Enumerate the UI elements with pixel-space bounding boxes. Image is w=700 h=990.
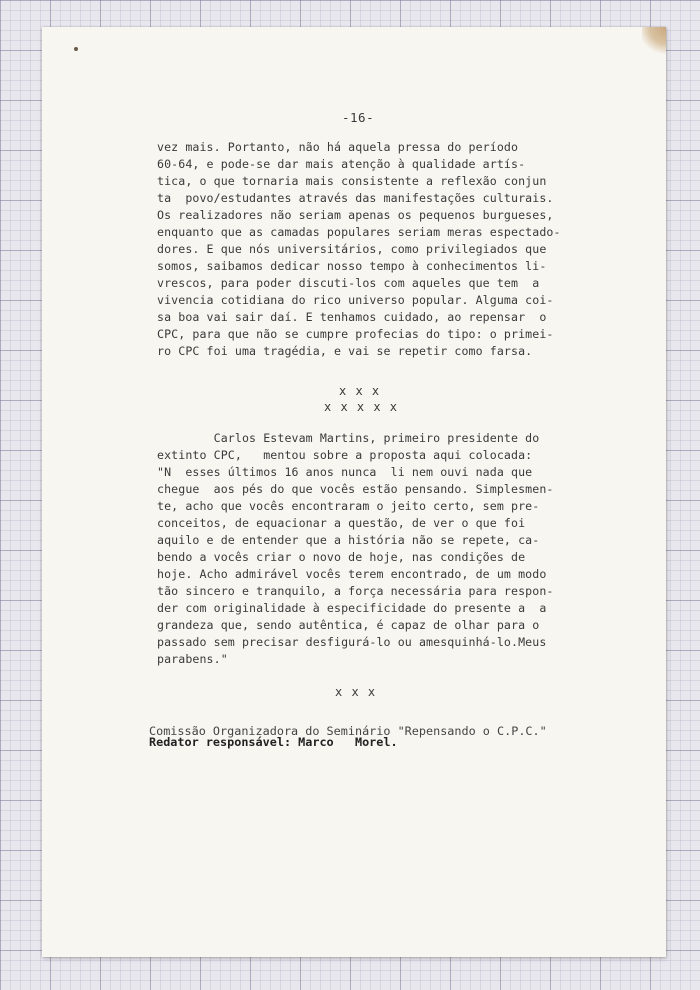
corner-stain bbox=[642, 27, 666, 55]
text-line: chegue aos pés do que vocês estão pensando. Simplesmen- bbox=[157, 482, 554, 496]
text-line: hoje. Acho admirável vocês terem encontrado, de um modo bbox=[157, 567, 547, 581]
text-line: CPC, para que não se cumpre profecias do tipo: o primei- bbox=[157, 327, 554, 341]
text-line: extinto CPC, mentou sobre a proposta aqui colocada: bbox=[157, 448, 533, 462]
text-line: sa boa vai sair daí. E tenhamos cuidado, ao repensar o bbox=[157, 310, 547, 324]
text-line: parabens." bbox=[157, 652, 228, 666]
text-line: ta povo/estudantes através das manifestações culturais. bbox=[157, 191, 554, 205]
page-number: -16- bbox=[342, 110, 375, 125]
text-line: somos, saibamos dedicar nosso tempo à conhecimentos li- bbox=[157, 259, 547, 273]
document-page bbox=[42, 27, 666, 957]
text-line: grandeza que, sendo autêntica, é capaz de olhar para o bbox=[157, 618, 540, 632]
text-line: ro CPC foi uma tragédia, e vai se repetir como farsa. bbox=[157, 344, 533, 358]
text-line: vivencia cotidiana do rico universo popular. Alguma coi- bbox=[157, 293, 554, 307]
ink-dot bbox=[74, 47, 78, 51]
text-line: te, acho que vocês encontraram o jeito certo, sem pre- bbox=[157, 499, 540, 513]
organizing-committee-line: Comissão Organizadora do Seminário "Repensando o C.P.C." bbox=[149, 724, 547, 738]
text-line: vrescos, para poder discuti-los com aqueles que tem a bbox=[157, 276, 540, 290]
text-line: aquilo e de entender que a história não se repete, ca- bbox=[157, 533, 540, 547]
text-line: Os realizadores não seriam apenas os pequenos burgueses, bbox=[157, 208, 554, 222]
editor-line: Redator responsável: Marco Morel. bbox=[149, 735, 398, 749]
text-line: tão sincero e tranquilo, a força necessária para respon- bbox=[157, 584, 554, 598]
text-line: der com originalidade à especificidade do presente a a bbox=[157, 601, 547, 615]
separator: x x x bbox=[339, 384, 381, 398]
text-line: dores. E que nós universitários, como privilegiados que bbox=[157, 242, 547, 256]
text-line: enquanto que as camadas populares seriam meras espectado- bbox=[157, 225, 561, 239]
separator: x x x bbox=[335, 685, 377, 699]
separator: x x x x x bbox=[324, 400, 399, 414]
text-line: Carlos Estevam Martins, primeiro presidente do bbox=[157, 431, 540, 445]
text-line: 60-64, e pode-se dar mais atenção à qualidade artís- bbox=[157, 157, 526, 171]
text-line: bendo a vocês criar o novo de hoje, nas condições de bbox=[157, 550, 526, 564]
text-line: "N esses últimos 16 anos nunca li nem ouvi nada que bbox=[157, 465, 533, 479]
text-line: vez mais. Portanto, não há aquela pressa do período bbox=[157, 140, 519, 154]
text-line: passado sem precisar desfigurá-lo ou amesquinhá-lo.Meus bbox=[157, 635, 547, 649]
text-line: conceitos, de equacionar a questão, de ver o que foi bbox=[157, 516, 526, 530]
text-line: tica, o que tornaria mais consistente a reflexão conjun bbox=[157, 174, 547, 188]
